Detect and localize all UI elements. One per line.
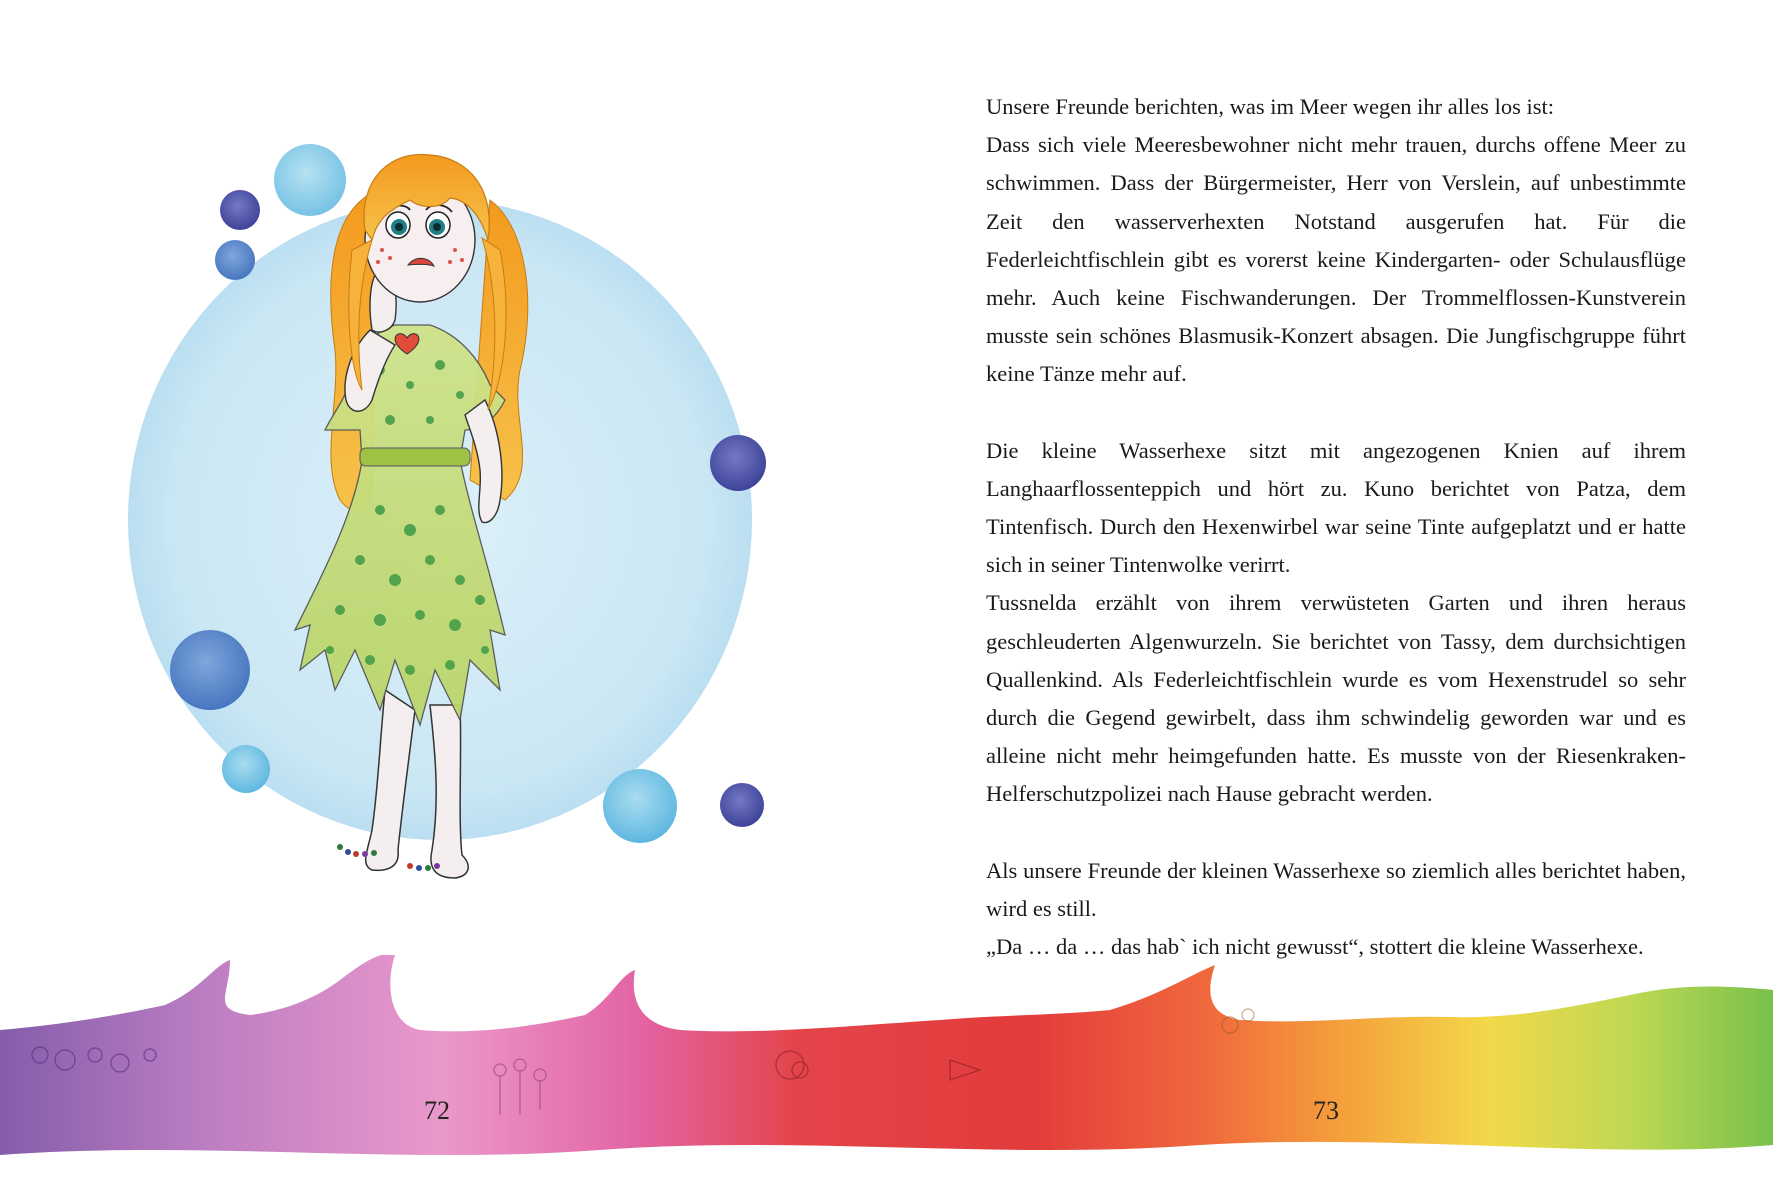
dress-belt: [360, 448, 470, 466]
bubble: [710, 435, 766, 491]
page-number-left: 72: [424, 1096, 450, 1125]
paragraph: Die kleine Wasserhexe sitzt mit angezogenen Knien auf ihrem Langhaarflossenteppich und hört zu. Kuno berichtet von Patza, dem Tintenfisch. Durch den Hexenwirbel war seine Tinte aufgeplatzt und er hatte sich in seiner Tintenwolke verirrt.: [986, 437, 1686, 578]
page-number-right: 73: [1313, 1096, 1339, 1125]
paragraph: Unsere Freunde berichten, was im Meer wegen ihr alles los ist:: [986, 94, 1554, 119]
paragraph: Tussnelda erzählt von ihrem verwüsteten Garten und ihren heraus geschleuderten Algenwurzeln. Sie berichtet von Tassy, dem durchsichtigen Quallenkind. Als Federleichtfischlein wurde es vom Hexenstrudel so sehr durch die Gegend gewirbelt, dass ihm schwindelig geworden war und es alleine nicht mehr heimgefunden hatte. Es musste von der Riesenkraken-Helferschutzpolizei nach Hause gebracht werden.: [986, 590, 1686, 807]
water-witch-illustration: [110, 130, 810, 910]
paragraph: „Da … da … das hab` ich nicht gewusst“, stottert die kleine Wasserhexe.: [986, 934, 1644, 960]
story-text: [986, 88, 1686, 966]
bubble: [274, 144, 346, 216]
bubble: [170, 630, 250, 710]
rainbow-wave-band: [0, 955, 1773, 1182]
bubble: [222, 745, 270, 793]
paragraph: Als unsere Freunde der kleinen Wasserhexe so ziemlich alles berichtet haben, wird es still.: [986, 857, 1686, 921]
paragraph: Dass sich viele Meeresbewohner nicht mehr trauen, durchs offene Meer zu schwimmen. Dass der Bürgermeister, Herr von Verslein, auf unbestimmte Zeit den wasserverhexten Notstand ausgerufen hat. Für die Federleichtfischlein gibt es vorerst keine Kindergarten- oder Schulausflüge mehr. Auch keine Fischwanderungen. Der Trommelflossen-Kunstverein musste sein schönes Blasmusik-Konzert absagen. Die Jungfischgruppe führt keine Tänze mehr auf.: [986, 132, 1686, 387]
bubble: [215, 240, 255, 280]
bubble: [220, 190, 260, 230]
bubble: [603, 769, 677, 843]
bubble: [720, 783, 764, 827]
